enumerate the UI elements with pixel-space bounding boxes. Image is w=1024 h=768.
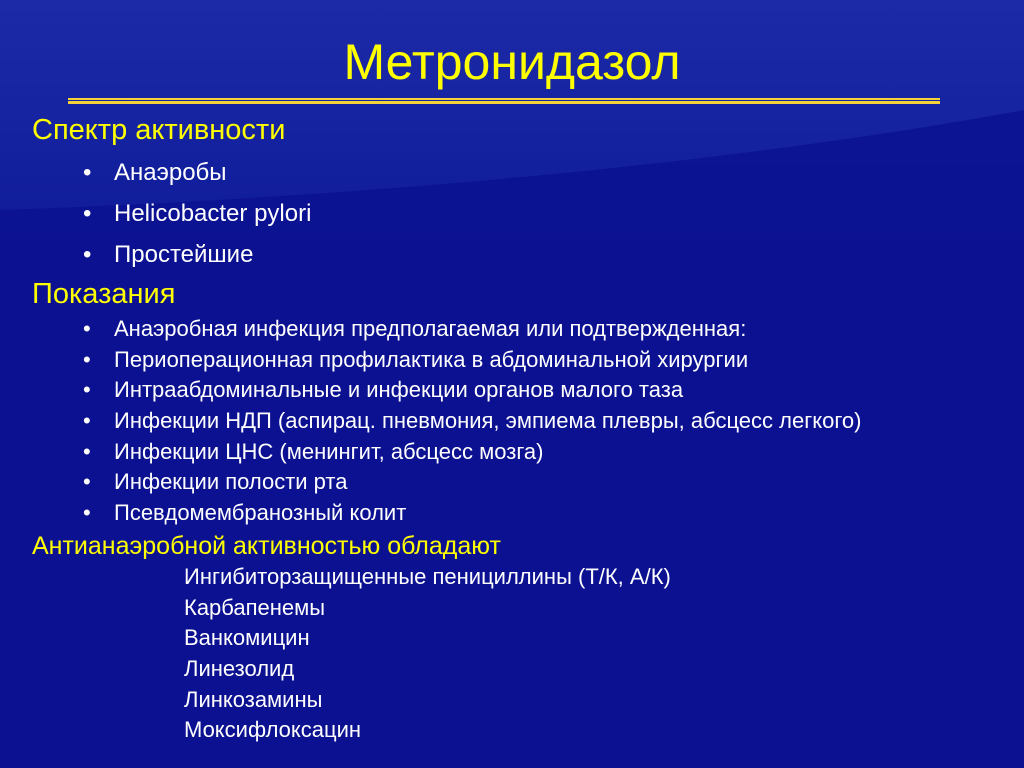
heading-indications: Показания [32,278,176,310]
slide-title: Метронидазол [343,34,681,90]
bullet-icon: • [83,500,91,526]
bullet-icon: • [83,159,92,186]
list-item: • Интраабдоминальные и инфекции органов малого таза [80,375,861,406]
list-item: • Простейшие [80,237,311,278]
list-item: • Псевдомембранозный колит [80,498,861,529]
bullet-icon: • [83,408,91,434]
list-item: • Периоперационная профилактика в абдоминальной хирургии [80,345,861,376]
heading-antianaerobic: Антианаэробной активностью обладают [32,532,501,560]
list-item: • Анаэробы [80,155,311,196]
list-item: • Helicobacter pylori [80,196,311,237]
bullet-icon: • [83,241,92,268]
bullet-icon: • [83,377,91,403]
title-underline [68,98,940,104]
list-item: • Анаэробная инфекция предполагаемая или подтвержденная: [80,314,861,345]
bullet-icon: • [83,346,91,372]
heading-spectrum: Спектр активности [32,114,286,146]
bullet-icon: • [83,316,91,341]
list-item: Моксифлоксацин [184,717,362,743]
list-item: Линезолид [184,656,295,682]
antianaerobic-list [184,562,671,746]
list-item: Ингибиторзащищенные пенициллины (Т/К, А/К) [184,564,671,589]
list-item: • Инфекции ЦНС (менингит, абсцесс мозга) [80,437,861,468]
list-item: • Инфекции НДП (аспирац. пневмония, эмпиема плевры, абсцесс легкого) [80,406,861,437]
list-item: Линкозамины [184,686,323,712]
list-item: Ванкомицин [184,625,310,651]
bullet-icon: • [83,469,91,495]
indications-list [80,314,861,529]
list-item: Карбапенемы [184,594,326,620]
bullet-icon: • [83,438,91,464]
spectrum-list [80,155,311,278]
bullet-icon: • [83,200,92,227]
list-item: • Инфекции полости рта [80,467,861,498]
